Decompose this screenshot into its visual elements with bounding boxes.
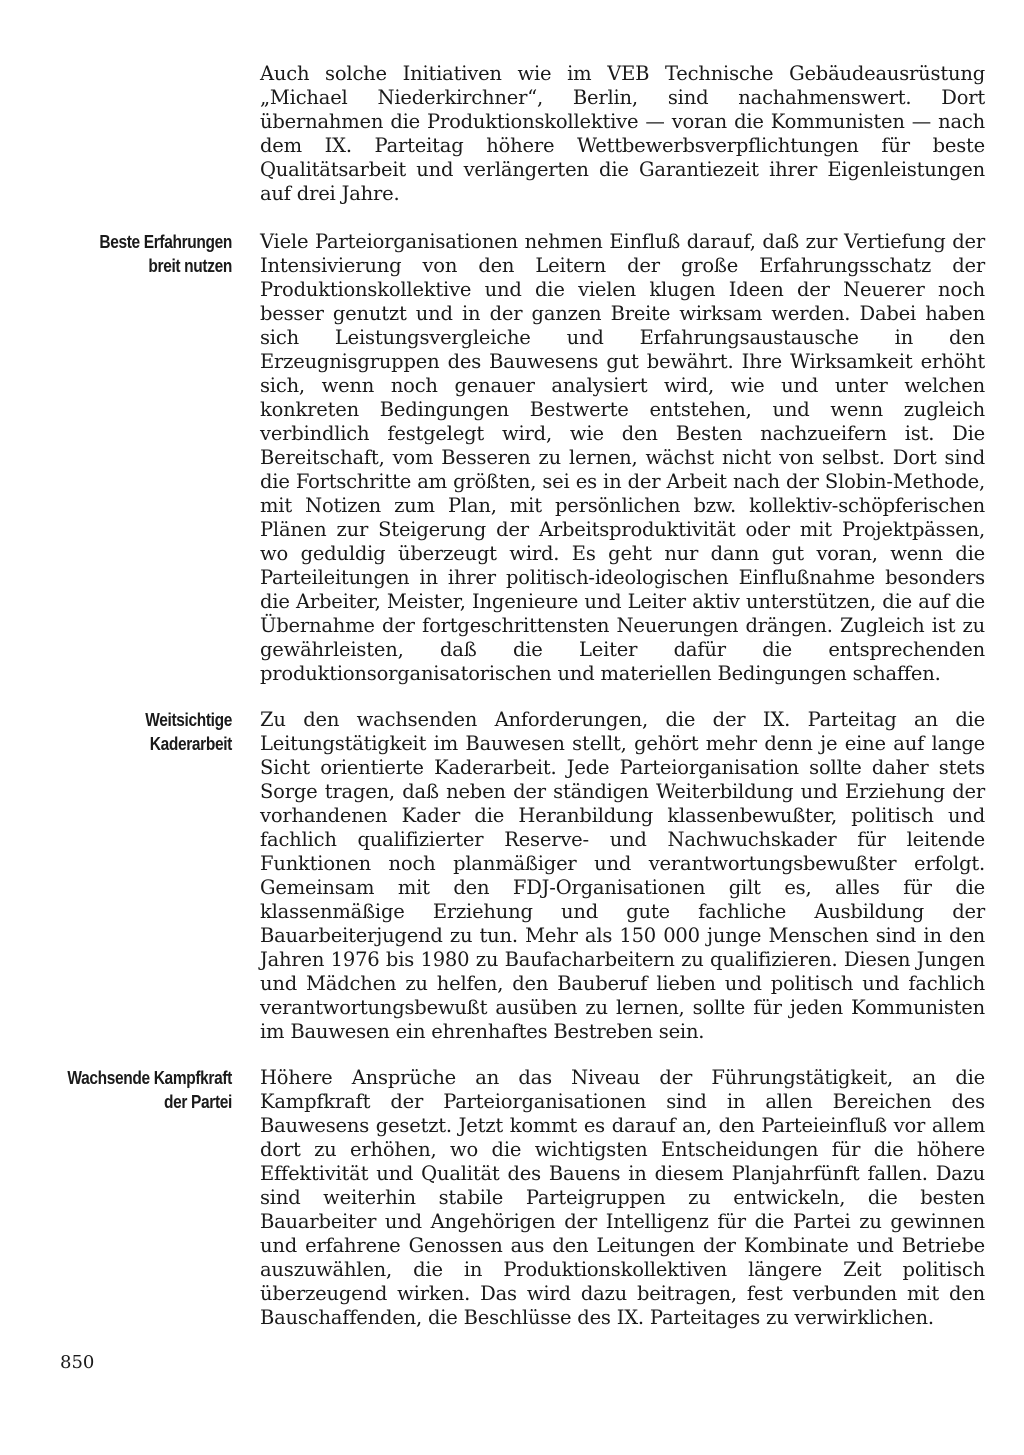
- margin-heading: [60, 708, 232, 756]
- section-paragraph: Höhere Ansprüche an das Niveau der Führungstätigkeit, an die Kampfkraft der Parteiorganisationen sind in allen Bereichen des Bauwesens gesetzt. Jetzt kommt es darauf an, den Parteieinfluß vor allem dort zu erhöhen, wo die wichtigsten Entscheidungen für die höhere Effektivität und Qualität des Bauens in diesem Planjahrfünft fallen. Dazu sind weiterhin stabile Parteigruppen zu entwickeln, die besten Bauarbeiter und Angehörigen der Intelligenz für die Partei zu gewinnen und erfahrene Genossen aus den Leitungen der Kombinate und Betriebe auszuwählen, die in Produktionskollektiven längere Zeit politisch überzeugend wirken. Das wird dazu beitragen, fest verbunden mit den Bauschaffenden, die Beschlüsse des IX. Parteitages zu verwirklichen.: [260, 1066, 985, 1329]
- margin-heading-line: Weitsichtige: [145, 710, 232, 730]
- intro-paragraph: Auch solche Initiativen wie im VEB Technische Gebäudeausrüstung „Michael Niederkirchner“, Berlin, sind nachahmenswert. Dort übernahmen die Produktionskollektive — voran die Kommunisten — nach dem IX. Parteitag höhere Wettbewerbsverpflichtungen für beste Qualitätsarbeit und verlängerten die Garantiezeit ihrer Eigenleistungen auf drei Jahre.: [260, 62, 985, 205]
- margin-heading-line: Wachsende Kampfkraft: [67, 1068, 233, 1088]
- margin-heading-line: Beste Erfahrungen: [99, 232, 233, 252]
- margin-heading-line: breit nutzen: [148, 256, 232, 276]
- margin-heading-line: Kaderarbeit: [149, 734, 232, 754]
- section-paragraph: Zu den wachsenden Anforderungen, die der IX. Parteitag an die Leitungstätigkeit im Bauwesen stellt, gehört mehr denn je eine auf lange Sicht orientierte Kaderarbeit. Jede Parteiorganisation sollte daher stets Sorge tragen, daß neben der ständigen Weiterbildung und Erziehung der vorhandenen Kader die Heranbildung klassenbewußter, politisch und fachlich qualifizierter Reserve- und Nachwuchskader für leitende Funktionen noch planmäßiger und verantwortungsbewußter erfolgt. Gemeinsam mit den FDJ-Organisationen gilt es, alles für die klassenmäßige Erziehung und gute fachliche Ausbildung der Bauarbeiterjugend zu tun. Mehr als 150 000 junge Menschen sind in den Jahren 1976 bis 1980 zu Baufacharbeitern zu qualifizieren. Diesen Jungen und Mädchen zu helfen, den Bauberuf lieben und politisch und fachlich verantwortungsbewußt ausüben zu lernen, sollte für jeden Kommunisten im Bauwesen ein ehrenhaftes Bestreben sein.: [260, 708, 985, 1043]
- margin-heading-line: der Partei: [164, 1092, 232, 1112]
- section-paragraph: Viele Parteiorganisationen nehmen Einfluß darauf, daß zur Vertiefung der Intensivierung von den Leitern der große Erfahrungsschatz der Produktionskollektive und die vielen klugen Ideen der Neuerer noch besser genutzt und in der ganzen Breite wirksam werden. Dabei haben sich Leistungsvergleiche und Erfahrungsaustausche in den Erzeugnisgruppen des Bauwesens gut bewährt. Ihre Wirksamkeit erhöht sich, wenn noch genauer analysiert wird, wie und unter welchen konkreten Bedingungen Bestwerte entstehen, und wenn zugleich verbindlich festgelegt wird, wie den Besten nachzueifern ist. Die Bereitschaft, vom Besseren zu lernen, wächst nicht von selbst. Dort sind die Fortschritte am größten, sei es in der Arbeit nach der Slobin-Methode, mit Notizen zum Plan, mit persönlichen bzw. kollektiv-schöpferischen Plänen zur Steigerung der Arbeitsproduktivität oder mit Projektpässen, wo geduldig überzeugt wird. Es geht nur dann gut voran, wenn die Parteileitungen in ihrer politisch-ideologischen Einflußnahme besonders die Arbeiter, Meister, Ingenieure und Leiter aktiv unterstützen, die auf die Übernahme der fortgeschrittensten Neuerungen drängen. Zugleich ist zu gewährleisten, daß die Leiter dafür die entsprechenden produktionsorganisatorischen und materiellen Bedingungen schaffen.: [260, 230, 985, 685]
- margin-heading: [60, 1066, 232, 1114]
- margin-heading: [60, 230, 232, 278]
- page-number: 850: [60, 1352, 95, 1373]
